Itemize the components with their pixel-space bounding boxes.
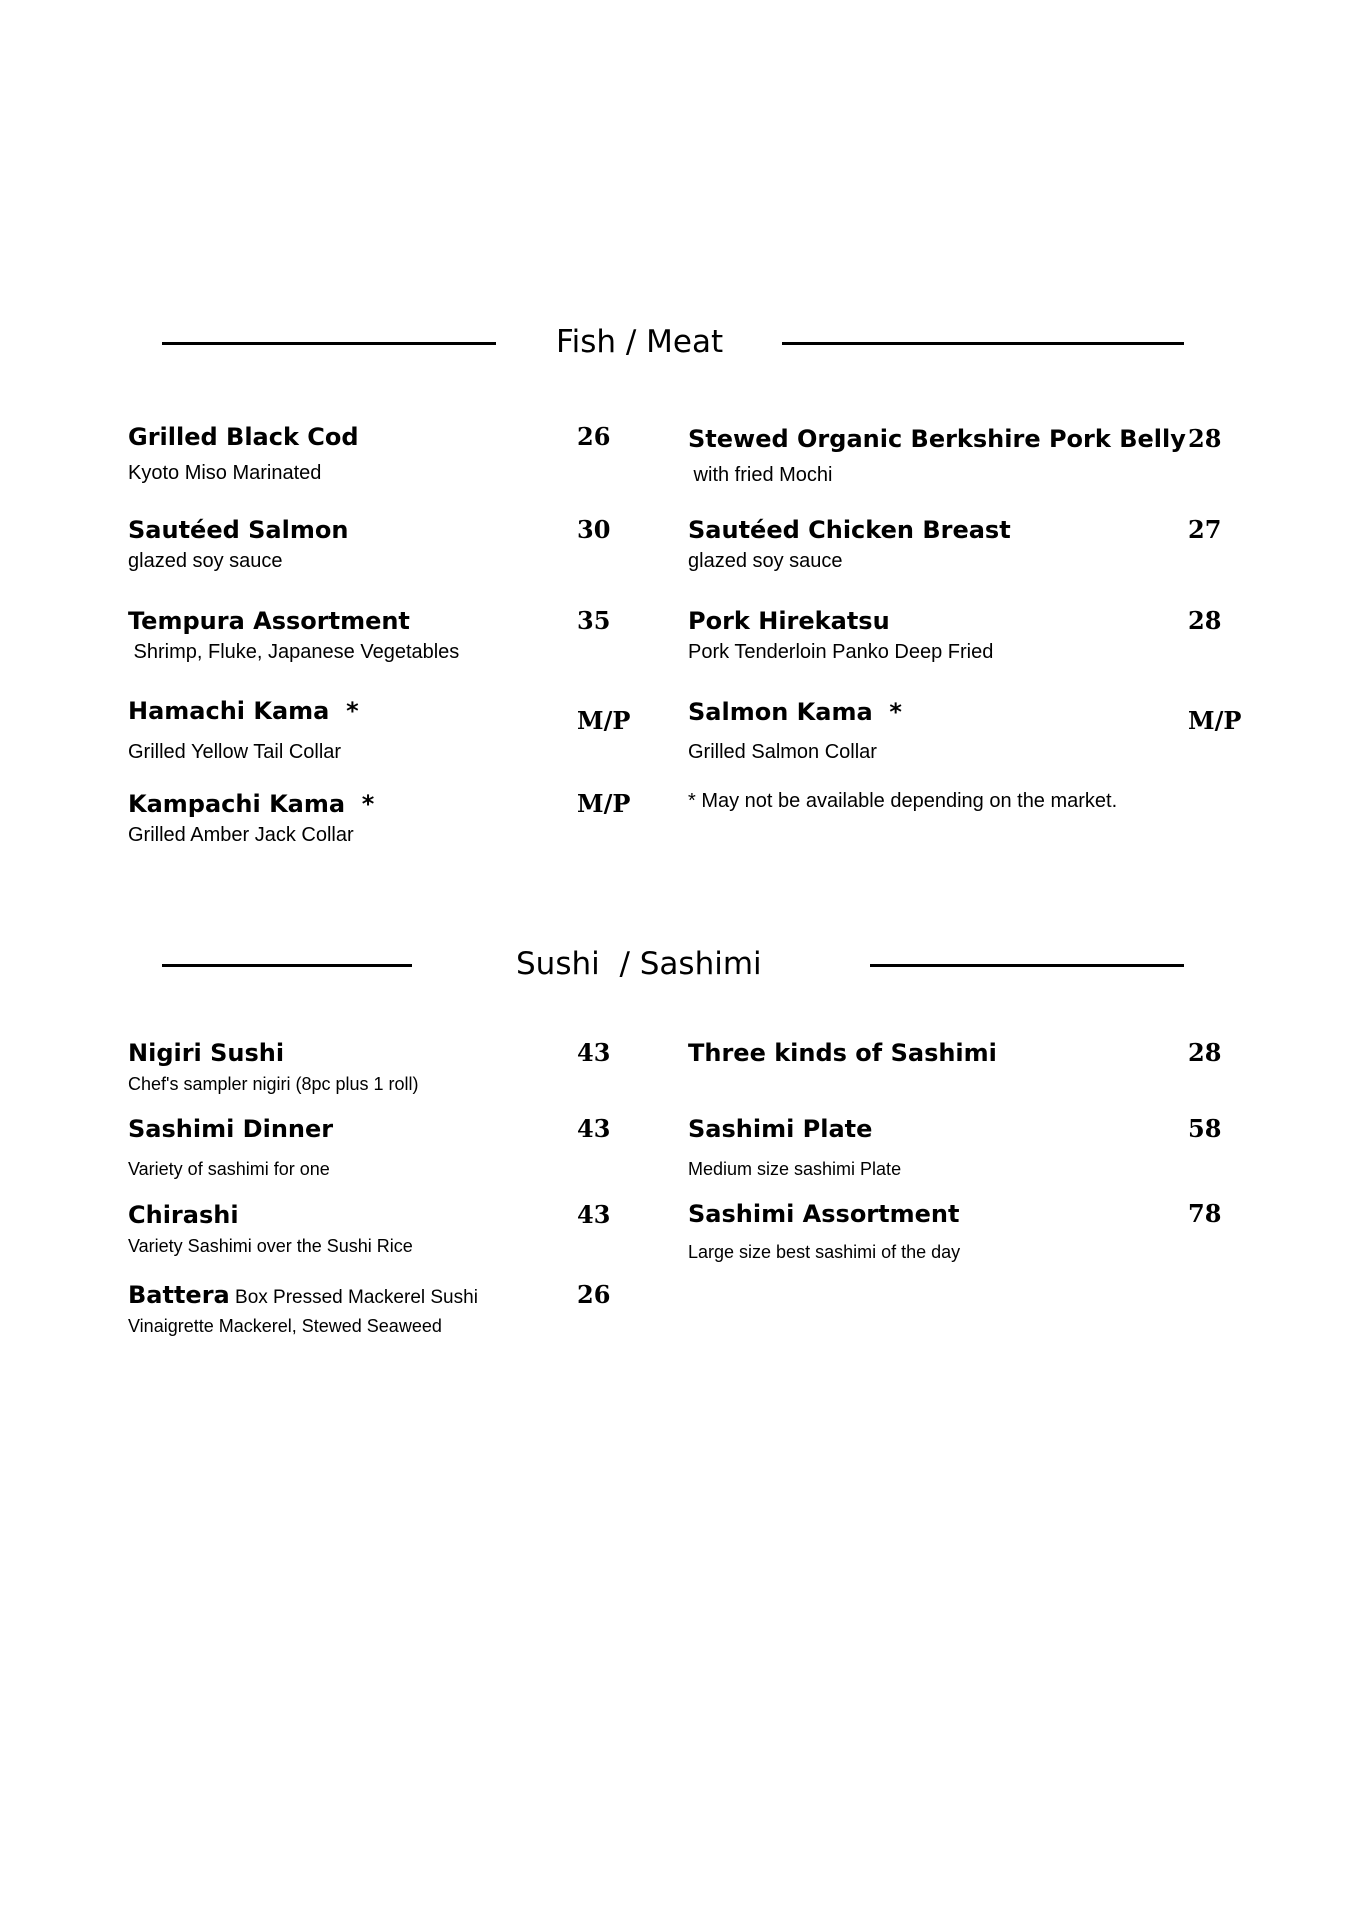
item-name: Sashimi Plate <box>688 1115 873 1143</box>
item-description: Grilled Salmon Collar <box>688 741 877 763</box>
item-price: M/P <box>1188 706 1242 735</box>
item-name: Tempura Assortment <box>128 607 410 635</box>
item-name: Sautéed Salmon <box>128 516 349 544</box>
item-price: 28 <box>1188 1038 1222 1067</box>
item-description: Chef's sampler nigiri (8pc plus 1 roll) <box>128 1074 419 1094</box>
item-description: Shrimp, Fluke, Japanese Vegetables <box>128 641 460 663</box>
item-price: 30 <box>577 515 611 544</box>
item-price: 27 <box>1188 515 1222 544</box>
item-price: 43 <box>577 1038 611 1067</box>
item-name: Hamachi Kama * <box>128 697 359 725</box>
item-description: Medium size sashimi Plate <box>688 1159 902 1179</box>
item-price: 43 <box>577 1114 611 1143</box>
item-description: Variety of sashimi for one <box>128 1159 330 1179</box>
item-price: 35 <box>577 606 611 635</box>
section-header-fish-meat <box>0 322 1358 362</box>
item-price: 78 <box>1188 1199 1222 1228</box>
item-description: Grilled Amber Jack Collar <box>128 824 354 846</box>
section-title: Fish / Meat <box>556 324 724 360</box>
item-name <box>128 1280 478 1313</box>
item-name: Sashimi Assortment <box>688 1200 960 1228</box>
item-name: Three kinds of Sashimi <box>688 1039 997 1067</box>
item-name: Stewed Organic Berkshire Pork Belly <box>688 425 1186 453</box>
item-name-main: Battera <box>128 1281 230 1309</box>
item-name: Salmon Kama * <box>688 698 902 726</box>
item-name: Sautéed Chicken Breast <box>688 516 1011 544</box>
item-description: Kyoto Miso Marinated <box>128 462 322 484</box>
section-header-sushi-sashimi <box>0 944 1358 984</box>
item-price: 58 <box>1188 1114 1222 1143</box>
item-name: Chirashi <box>128 1201 239 1229</box>
header-rule-left <box>162 342 496 345</box>
item-name: Nigiri Sushi <box>128 1039 285 1067</box>
item-name: Kampachi Kama * <box>128 790 375 818</box>
item-name: Pork Hirekatsu <box>688 607 890 635</box>
item-name-suffix: Box Pressed Mackerel Sushi <box>229 1287 478 1308</box>
item-price: 28 <box>1188 606 1222 635</box>
item-description: glazed soy sauce <box>128 550 283 572</box>
item-name: Grilled Black Cod <box>128 423 359 451</box>
availability-note: * May not be available depending on the market. <box>688 790 1118 812</box>
item-description: with fried Mochi <box>688 464 833 486</box>
item-price: 28 <box>1188 424 1222 453</box>
item-price: 26 <box>577 422 611 451</box>
item-name: Sashimi Dinner <box>128 1115 334 1143</box>
item-description: glazed soy sauce <box>688 550 843 572</box>
item-description: Grilled Yellow Tail Collar <box>128 741 342 763</box>
item-description: Pork Tenderloin Panko Deep Fried <box>688 641 994 663</box>
item-price: M/P <box>577 706 631 735</box>
section-title: Sushi / Sashimi <box>516 946 762 982</box>
item-description: Variety Sashimi over the Sushi Rice <box>128 1236 413 1256</box>
item-description: Large size best sashimi of the day <box>688 1242 961 1262</box>
header-rule-right <box>870 964 1184 967</box>
item-price: M/P <box>577 789 631 818</box>
item-price: 43 <box>577 1200 611 1229</box>
item-price: 26 <box>577 1280 611 1309</box>
header-rule-right <box>782 342 1184 345</box>
item-description: Vinaigrette Mackerel, Stewed Seaweed <box>128 1316 442 1336</box>
header-rule-left <box>162 964 412 967</box>
